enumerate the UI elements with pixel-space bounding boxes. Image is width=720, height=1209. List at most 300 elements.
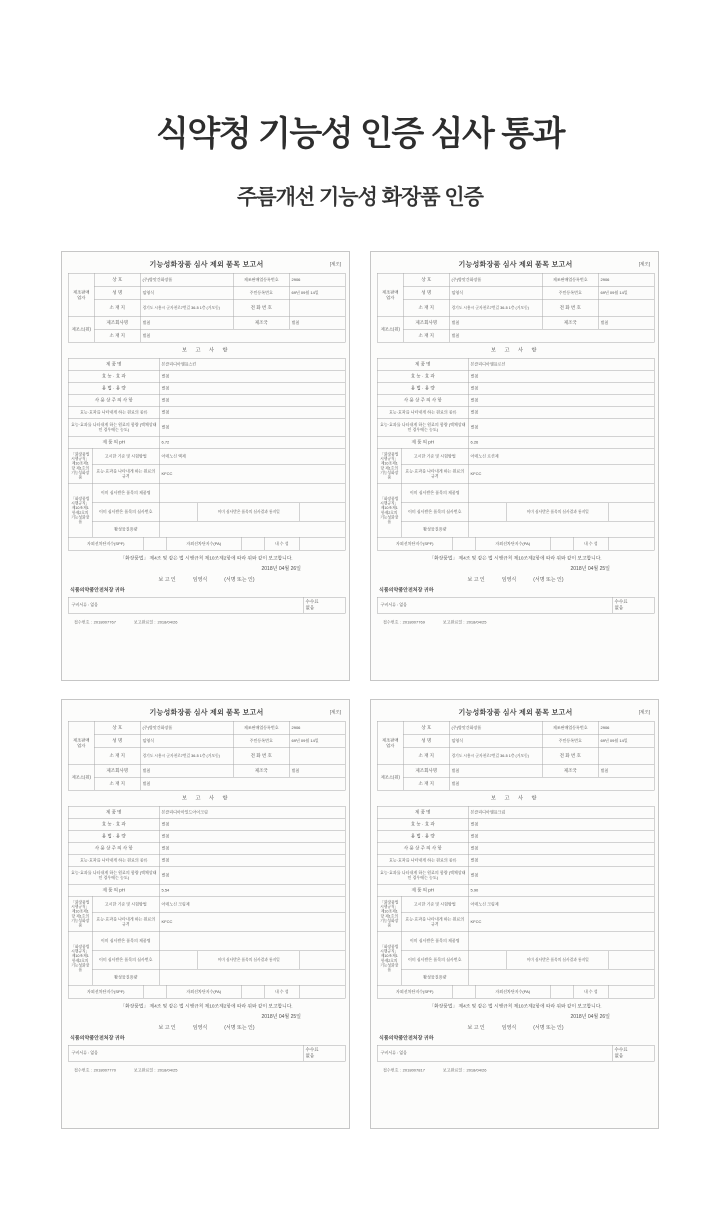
uv-table [68, 985, 346, 999]
label-product-name: 제 품 명 [68, 806, 159, 818]
label-rule2-group: 「화장품법시행규칙」 제10조제1항제2호의기능성화장품 [377, 931, 401, 985]
label-prior-no: 이미 심사받은 품목의 심사번호 [401, 502, 468, 521]
value-resident-no: 69년 09월 14일 [289, 286, 345, 299]
reporter-line [377, 577, 654, 583]
report-document-page [62, 252, 350, 631]
label-standard: 고시한 기준 및 시험방법 [92, 896, 159, 912]
recipient-line: 식품의약품안전처장 귀하 [70, 587, 125, 593]
label-prior-notice: 이미 심사받은 품목의 심사결과 통지일 [507, 503, 610, 521]
value-product-name: 본클리디아앰플크림 [468, 806, 654, 818]
form-header [68, 708, 345, 716]
label-ingredient-spec: 효능·효과를 나타내게 하는 원료의 규격 [92, 464, 159, 483]
value-trade-name: (주)방앗간화장품 [449, 721, 542, 734]
company-info-table [68, 721, 346, 791]
value-standard: 아데노신 액제 [159, 448, 345, 464]
label-efficacy: 효 능 · 효 과 [377, 818, 468, 830]
label-rule2-group: 「화장품법시행규칙」 제10조제1항제2호의기능성화장품 [377, 483, 401, 537]
label-ingredient-type: 효능·효과를 나타내게 하는 원료의 종류 [68, 406, 159, 418]
report-date: 2018년 04월 26일 [261, 566, 301, 572]
value-reporter-name: 임영식 [192, 576, 208, 583]
value-usage: 별첨 [159, 830, 345, 842]
attachments-cell: 구비서류 : 없음 [377, 597, 612, 613]
value-precautions: 별첨 [468, 842, 654, 854]
label-name: 성 명 [403, 734, 449, 747]
value-reporter-name: 임영식 [501, 576, 517, 583]
label-sign-or-seal: (서명 또는 인) [224, 1024, 255, 1031]
company-info-table [377, 721, 655, 791]
receipt-no-label: 접수번호 : [74, 619, 92, 625]
label-usage: 용 법 · 용 량 [377, 382, 468, 394]
reporter-line [377, 1025, 654, 1031]
document-footer [377, 620, 654, 625]
label-resident-no: 주민등록번호 [542, 734, 598, 747]
label-factory-address: 소 재 지 [403, 329, 449, 342]
receipt-no-value: 2018007769 [402, 619, 425, 625]
value-factory-name: 별첨 [140, 764, 233, 777]
complete-date-value: 2018/04/25 [157, 1067, 178, 1073]
label-factory-group: 제조소(원) [377, 316, 403, 342]
label-phone: 전 화 번 호 [542, 747, 598, 764]
value-phone [289, 747, 345, 764]
value-standard: 아데노신 크림제 [468, 896, 654, 912]
value-standard: 아데노신 로션제 [468, 448, 654, 464]
complete-date-label: 보고완료일 : [133, 619, 156, 625]
label-pa: 자외선차단지수(PA) [475, 985, 550, 998]
uv-table [377, 537, 655, 551]
value-factory-address: 별첨 [449, 777, 654, 790]
value-pa [241, 537, 264, 550]
label-address: 소 재 지 [403, 299, 449, 316]
label-prior-notice: 이미 심사받은 품목의 심사결과 통지일 [198, 503, 301, 521]
value-phone [598, 747, 654, 764]
label-factory-name: 제조회사명 [94, 764, 140, 777]
label-reporter: 보 고 인 [467, 1024, 485, 1031]
label-pa: 자외선차단지수(PA) [166, 537, 241, 550]
value-phone [598, 299, 654, 316]
label-prior-notice: 이미 심사받은 품목의 심사결과 통지일 [198, 951, 301, 969]
value-ingredient-amount: 별첨 [468, 418, 654, 436]
report-items-table [68, 806, 346, 986]
value-factory-country: 별첨 [598, 316, 654, 329]
report-statement: 「화장품법」 제4조 및 같은 법 시행규칙 제10조제2항에 따라 위와 같이 보고합니다. [429, 555, 602, 562]
form-header [377, 260, 654, 268]
form-title: 기능성화장품 심사 제외 품목 보고서 [458, 260, 573, 268]
value-active-amount [159, 969, 345, 985]
label-trade-name: 상 호 [403, 721, 449, 734]
complete-date-value: 2018/04/26 [157, 619, 178, 625]
label-rule1-group: 「화장품법 시행규칙」 제10조제1항 제1호의 기능성화장품 [377, 896, 401, 931]
label-factory-name: 제조회사명 [403, 316, 449, 329]
value-factory-name: 별첨 [449, 316, 542, 329]
report-document-page [62, 700, 350, 1079]
value-ingredient-spec: KFCC [159, 464, 345, 483]
prior-review-cells [468, 502, 654, 521]
label-address: 소 재 지 [94, 299, 140, 316]
value-prior-product [468, 931, 654, 950]
label-name: 성 명 [403, 286, 449, 299]
label-water-resist: 내 수 성 [573, 537, 608, 550]
value-factory-country: 별첨 [289, 764, 345, 777]
value-efficacy: 별첨 [468, 370, 654, 382]
label-ingredient-type: 효능·효과를 나타내게 하는 원료의 종류 [68, 854, 159, 866]
document-footer [68, 1068, 345, 1073]
label-usage: 용 법 · 용 량 [377, 830, 468, 842]
label-spf: 자외선차단지수(SPF) [68, 537, 143, 550]
label-name: 성 명 [94, 734, 140, 747]
label-efficacy: 효 능 · 효 과 [68, 370, 159, 382]
value-water-resist [608, 537, 654, 550]
value-ph: 6.26 [468, 436, 654, 448]
receipt-no-label: 접수번호 : [74, 1067, 92, 1073]
value-ingredient-type: 별첨 [468, 406, 654, 418]
value-phone [289, 299, 345, 316]
fee-cell [612, 597, 654, 613]
value-address: 경기도 시흥시 군자천로7번길 36-5 1층 (거모동) [140, 299, 233, 316]
hero-section [0, 0, 720, 211]
report-document-page [371, 700, 659, 1079]
label-factory-name: 제조회사명 [403, 764, 449, 777]
value-reg-no: 2906 [289, 721, 345, 734]
form-title: 기능성화장품 심사 제외 품목 보고서 [149, 708, 264, 716]
fee-label: 수수료 [305, 1047, 319, 1053]
fee-table [68, 597, 346, 614]
value-address: 경기도 시흥시 군자천로7번길 36-5 1층 (거모동) [449, 299, 542, 316]
label-ingredient-amount: 효능·효과를 나타내게 하는 원료의 함량 (액체상태인 경우에는 농도) [68, 866, 159, 884]
label-reg-no: 제조판매업등록번호 [233, 273, 289, 286]
fee-value: 없음 [614, 1053, 624, 1058]
value-factory-country: 별첨 [598, 764, 654, 777]
value-usage: 별첨 [159, 382, 345, 394]
form-type-tag: [제조] [638, 261, 650, 267]
label-product-name: 제 품 명 [377, 806, 468, 818]
report-items-table [377, 358, 655, 538]
value-prior-product [468, 483, 654, 502]
label-active-amount: 활성물질용량 [92, 521, 159, 537]
prior-review-cells [159, 950, 345, 969]
company-info-table [68, 273, 346, 343]
report-section-heading: 보 고 사 항 [181, 795, 232, 801]
label-factory-name: 제조회사명 [94, 316, 140, 329]
label-sign-or-seal: (서명 또는 인) [533, 1024, 564, 1031]
attachments-cell: 구비서류 : 없음 [377, 1045, 612, 1061]
label-precautions: 사 용 상 주 의 사 항 [68, 842, 159, 854]
page-title: 식약청 기능성 인증 심사 통과 [156, 115, 564, 153]
fee-label: 수수료 [614, 599, 628, 605]
label-ingredient-spec: 효능·효과를 나타내게 하는 원료의 규격 [401, 464, 468, 483]
value-prior-no [469, 503, 507, 521]
value-ingredient-type: 별첨 [159, 406, 345, 418]
form-title: 기능성화장품 심사 제외 품목 보고서 [149, 260, 264, 268]
label-usage: 용 법 · 용 량 [68, 830, 159, 842]
value-ingredient-amount: 별첨 [159, 418, 345, 436]
value-pa [241, 985, 264, 998]
complete-date-value: 2018/04/26 [466, 1067, 487, 1073]
value-reporter-name: 임영식 [192, 1024, 208, 1031]
value-reg-no: 2906 [289, 273, 345, 286]
label-ph: 제 품 의 pH [68, 884, 159, 896]
report-section-heading: 보 고 사 항 [181, 347, 232, 353]
value-ingredient-amount: 별첨 [468, 866, 654, 884]
label-pa: 자외선차단지수(PA) [475, 537, 550, 550]
document-footer [68, 620, 345, 625]
label-ph: 제 품 의 pH [377, 436, 468, 448]
value-standard: 아데노신 크림제 [159, 896, 345, 912]
value-trade-name: (주)방앗간화장품 [449, 273, 542, 286]
value-precautions: 별첨 [468, 394, 654, 406]
report-statement: 「화장품법」 제4조 및 같은 법 시행규칙 제10조제2항에 따라 위와 같이 보고합니다. [120, 555, 293, 562]
value-reporter-name: 임영식 [501, 1024, 517, 1031]
value-spf [452, 985, 475, 998]
value-pa [550, 985, 573, 998]
fee-table [377, 1045, 655, 1062]
fee-cell [303, 1045, 345, 1061]
label-spf: 자외선차단지수(SPF) [377, 985, 452, 998]
label-standard: 고시한 기준 및 시험방법 [401, 448, 468, 464]
label-active-amount: 활성물질용량 [401, 969, 468, 985]
label-reg-no: 제조판매업등록번호 [542, 273, 598, 286]
uv-table [68, 537, 346, 551]
label-precautions: 사 용 상 주 의 사 항 [377, 394, 468, 406]
value-active-amount [468, 521, 654, 537]
label-factory-country: 제조국 [542, 316, 598, 329]
label-ingredient-spec: 효능·효과를 나타내게 하는 원료의 규격 [92, 912, 159, 931]
report-document [61, 251, 350, 681]
reporter-line [68, 1025, 345, 1031]
label-resident-no: 주민등록번호 [542, 286, 598, 299]
value-precautions: 별첨 [159, 842, 345, 854]
value-reg-no: 2906 [598, 273, 654, 286]
value-address: 경기도 시흥시 군자천로7번길 36-5 1층 (거모동) [449, 747, 542, 764]
label-reporter: 보 고 인 [467, 576, 485, 583]
label-ph: 제 품 의 pH [377, 884, 468, 896]
label-active-amount: 활성물질용량 [401, 521, 468, 537]
value-ingredient-type: 별첨 [159, 854, 345, 866]
label-spf: 자외선차단지수(SPF) [68, 985, 143, 998]
receipt-no-value: 2018007817 [402, 1067, 425, 1073]
value-trade-name: (주)방앗간화장품 [140, 721, 233, 734]
form-title: 기능성화장품 심사 제외 품목 보고서 [458, 708, 573, 716]
label-phone: 전 화 번 호 [233, 747, 289, 764]
label-sign-or-seal: (서명 또는 인) [533, 576, 564, 583]
value-trade-name: (주)방앗간화장품 [140, 273, 233, 286]
label-standard: 고시한 기준 및 시험방법 [401, 896, 468, 912]
label-prior-product: 이미 심사받은 품목의 제품명 [92, 931, 159, 950]
label-precautions: 사 용 상 주 의 사 항 [68, 394, 159, 406]
label-rule1-group: 「화장품법 시행규칙」 제10조제1항 제1호의 기능성화장품 [68, 896, 92, 931]
form-type-tag: [제조] [329, 261, 341, 267]
value-name: 임영식 [449, 286, 542, 299]
value-precautions: 별첨 [159, 394, 345, 406]
value-ph: 5.54 [159, 884, 345, 896]
label-phone: 전 화 번 호 [542, 299, 598, 316]
report-statement: 「화장품법」 제4조 및 같은 법 시행규칙 제10조제2항에 따라 위와 같이 보고합니다. [120, 1003, 293, 1010]
label-rule2-group: 「화장품법시행규칙」 제10조제1항제2호의기능성화장품 [68, 483, 92, 537]
label-active-amount: 활성물질용량 [92, 969, 159, 985]
receipt-no-label: 접수번호 : [383, 619, 401, 625]
fee-table [377, 597, 655, 614]
value-active-amount [468, 969, 654, 985]
label-reporter: 보 고 인 [158, 576, 176, 583]
receipt-no-value: 2018007767 [93, 619, 116, 625]
value-ingredient-spec: KFCC [468, 464, 654, 483]
label-reg-no: 제조판매업등록번호 [542, 721, 598, 734]
label-spf: 자외선차단지수(SPF) [377, 537, 452, 550]
label-ingredient-type: 효능·효과를 나타내게 하는 원료의 종류 [377, 406, 468, 418]
label-seller-group: 제조판매 업자 [377, 721, 403, 764]
fee-table [68, 1045, 346, 1062]
label-factory-address: 소 재 지 [403, 777, 449, 790]
label-trade-name: 상 호 [403, 273, 449, 286]
label-rule2-group: 「화장품법시행규칙」 제10조제1항제2호의기능성화장품 [68, 931, 92, 985]
value-usage: 별첨 [468, 830, 654, 842]
label-efficacy: 효 능 · 효 과 [377, 370, 468, 382]
label-reporter: 보 고 인 [158, 1024, 176, 1031]
label-prior-product: 이미 심사받은 품목의 제품명 [401, 483, 468, 502]
value-efficacy: 별첨 [159, 370, 345, 382]
label-ingredient-amount: 효능·효과를 나타내게 하는 원료의 함량 (액체상태인 경우에는 농도) [377, 418, 468, 436]
value-reg-no: 2906 [598, 721, 654, 734]
report-date: 2018년 04월 25일 [261, 1014, 301, 1020]
complete-date-label: 보고완료일 : [133, 1067, 156, 1073]
label-name: 성 명 [94, 286, 140, 299]
value-ph: 6.72 [159, 436, 345, 448]
value-factory-address: 별첨 [449, 329, 654, 342]
value-prior-notice [609, 951, 654, 969]
value-resident-no: 69년 09월 14일 [598, 286, 654, 299]
label-ingredient-amount: 효능·효과를 나타내게 하는 원료의 함량 (액체상태인 경우에는 농도) [68, 418, 159, 436]
label-precautions: 사 용 상 주 의 사 항 [377, 842, 468, 854]
receipt-no-label: 접수번호 : [383, 1067, 401, 1073]
label-rule1-group: 「화장품법 시행규칙」 제10조제1항 제1호의 기능성화장품 [68, 448, 92, 483]
prior-review-cells [159, 502, 345, 521]
value-name: 임영식 [449, 734, 542, 747]
label-product-name: 제 품 명 [377, 358, 468, 370]
label-factory-country: 제조국 [233, 316, 289, 329]
label-prior-product: 이미 심사받은 품목의 제품명 [92, 483, 159, 502]
value-spf [452, 537, 475, 550]
label-prior-no: 이미 심사받은 품목의 심사번호 [401, 950, 468, 969]
report-document [370, 699, 659, 1129]
label-factory-group: 제조소(원) [68, 316, 94, 342]
report-statement: 「화장품법」 제4조 및 같은 법 시행규칙 제10조제2항에 따라 위와 같이 보고합니다. [429, 1003, 602, 1010]
complete-date-label: 보고완료일 : [442, 619, 465, 625]
form-header [377, 708, 654, 716]
fee-cell [612, 1045, 654, 1061]
report-document-page [371, 252, 659, 631]
value-water-resist [299, 985, 345, 998]
value-product-name: 본클리디아마일드아이크림 [159, 806, 345, 818]
label-product-name: 제 품 명 [68, 358, 159, 370]
value-ingredient-spec: KFCC [159, 912, 345, 931]
recipient-line: 식품의약품안전처장 귀하 [70, 1035, 125, 1041]
value-name: 임영식 [140, 734, 233, 747]
label-resident-no: 주민등록번호 [233, 734, 289, 747]
label-trade-name: 상 호 [94, 721, 140, 734]
value-prior-no [160, 503, 198, 521]
value-water-resist [608, 985, 654, 998]
recipient-line: 식품의약품안전처장 귀하 [379, 1035, 434, 1041]
label-address: 소 재 지 [94, 747, 140, 764]
value-ph: 5.90 [468, 884, 654, 896]
value-factory-name: 별첨 [449, 764, 542, 777]
value-prior-product [159, 483, 345, 502]
attachments-cell: 구비서류 : 없음 [68, 1045, 303, 1061]
label-phone: 전 화 번 호 [233, 299, 289, 316]
value-spf [143, 985, 166, 998]
fee-label: 수수료 [614, 1047, 628, 1053]
label-factory-address: 소 재 지 [94, 329, 140, 342]
report-document [370, 251, 659, 681]
value-factory-country: 별첨 [289, 316, 345, 329]
label-water-resist: 내 수 성 [573, 985, 608, 998]
complete-date-value: 2018/04/25 [466, 619, 487, 625]
label-factory-group: 제조소(원) [68, 764, 94, 790]
report-document [61, 699, 350, 1129]
form-type-tag: [제조] [329, 709, 341, 715]
value-active-amount [159, 521, 345, 537]
value-prior-notice [300, 503, 345, 521]
form-type-tag: [제조] [638, 709, 650, 715]
fee-label: 수수료 [305, 599, 319, 605]
value-pa [550, 537, 573, 550]
complete-date-label: 보고완료일 : [442, 1067, 465, 1073]
page-subtitle: 주름개선 기능성 화장품 인증 [237, 186, 483, 209]
value-factory-address: 별첨 [140, 777, 345, 790]
label-usage: 용 법 · 용 량 [68, 382, 159, 394]
label-factory-group: 제조소(원) [377, 764, 403, 790]
value-factory-name: 별첨 [140, 316, 233, 329]
report-date: 2018년 04월 25일 [570, 566, 610, 572]
attachments-cell: 구비서류 : 없음 [68, 597, 303, 613]
value-spf [143, 537, 166, 550]
fee-value: 없음 [305, 605, 315, 610]
value-factory-address: 별첨 [140, 329, 345, 342]
label-prior-no: 이미 심사받은 품목의 심사번호 [92, 502, 159, 521]
label-resident-no: 주민등록번호 [233, 286, 289, 299]
label-factory-country: 제조국 [233, 764, 289, 777]
label-efficacy: 효 능 · 효 과 [68, 818, 159, 830]
value-water-resist [299, 537, 345, 550]
value-address: 경기도 시흥시 군자천로7번길 36-5 1층 (거모동) [140, 747, 233, 764]
label-ph: 제 품 의 pH [68, 436, 159, 448]
label-prior-no: 이미 심사받은 품목의 심사번호 [92, 950, 159, 969]
receipt-no-value: 2018007770 [93, 1067, 116, 1073]
label-pa: 자외선차단지수(PA) [166, 985, 241, 998]
label-sign-or-seal: (서명 또는 인) [224, 576, 255, 583]
report-section-heading: 보 고 사 항 [490, 795, 541, 801]
value-resident-no: 69년 09월 14일 [598, 734, 654, 747]
value-prior-no [469, 951, 507, 969]
label-trade-name: 상 호 [94, 273, 140, 286]
value-prior-notice [609, 503, 654, 521]
uv-table [377, 985, 655, 999]
value-ingredient-spec: KFCC [468, 912, 654, 931]
label-ingredient-type: 효능·효과를 나타내게 하는 원료의 종류 [377, 854, 468, 866]
fee-value: 없음 [614, 605, 624, 610]
documents-grid [61, 251, 659, 1129]
value-ingredient-amount: 별첨 [159, 866, 345, 884]
label-factory-address: 소 재 지 [94, 777, 140, 790]
value-ingredient-type: 별첨 [468, 854, 654, 866]
label-rule1-group: 「화장품법 시행규칙」 제10조제1항 제1호의 기능성화장품 [377, 448, 401, 483]
value-product-name: 본클리디아앰플로션 [468, 358, 654, 370]
fee-value: 없음 [305, 1053, 315, 1058]
label-standard: 고시한 기준 및 시험방법 [92, 448, 159, 464]
value-efficacy: 별첨 [468, 818, 654, 830]
label-water-resist: 내 수 성 [264, 985, 299, 998]
value-resident-no: 69년 09월 14일 [289, 734, 345, 747]
fee-cell [303, 597, 345, 613]
